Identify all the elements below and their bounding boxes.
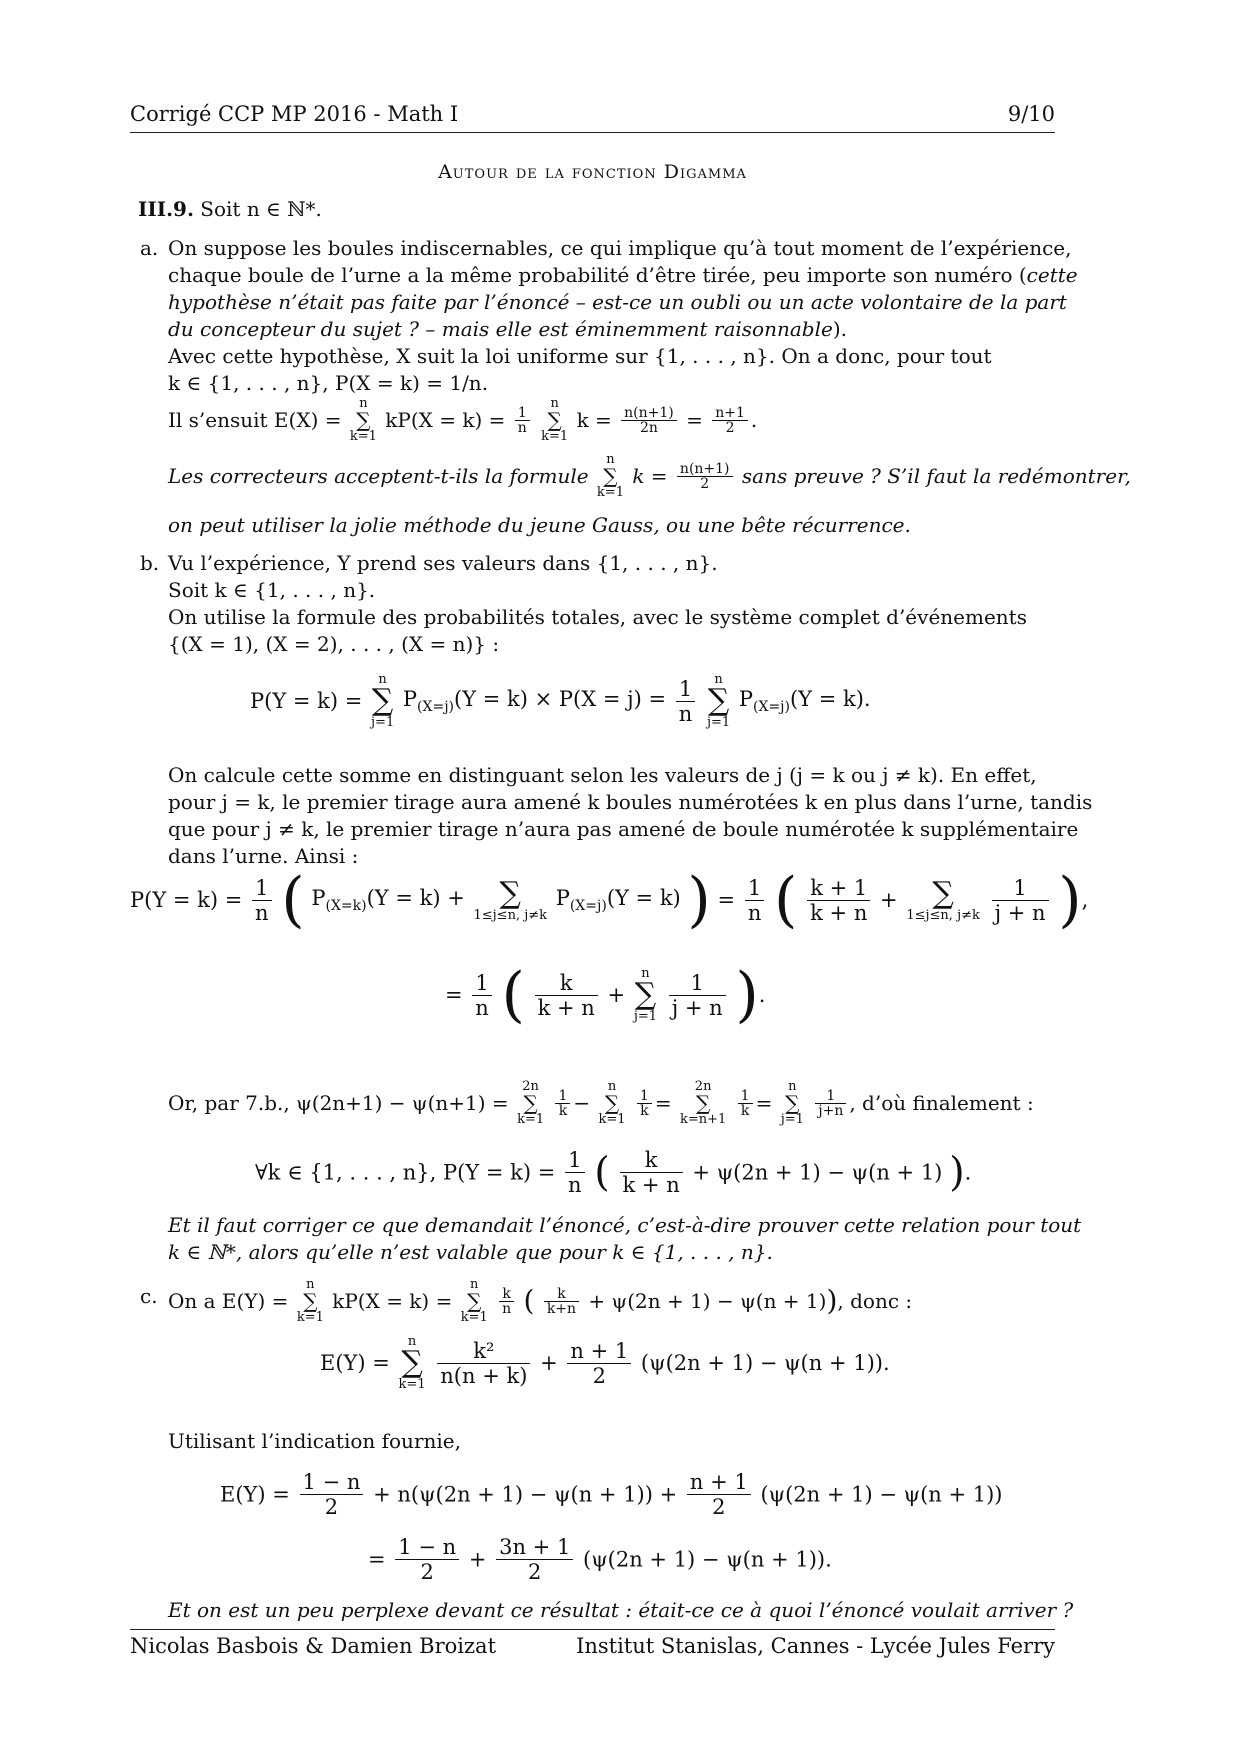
c-equation-1: E(Y) = n ∑ k=1 $\frac{\text{k²}}{n(n + k)}$ + $\frac{n + 1}{2}$ (ψ(2n + 1) − ψ(n + 1)). xyxy=(320,1334,890,1392)
footer-institution: Institut Stanislas, Cannes - Lycée Jules Ferry xyxy=(576,1634,1055,1658)
b-line-1: Vu l’expérience, Y prend ses valeurs dans {1, . . . , n}. xyxy=(168,551,718,575)
b-equation-4: ∀k ∈ {1, . . . , n}, P(Y = k) = $\frac{1}{n}$ ( $\frac{k}{k + n}$ + ψ(2n + 1) − ψ(n + 1) ). xyxy=(255,1148,972,1197)
a-line-1: On suppose les boules indiscernables, ce qui implique qu’à tout moment de l’expérience, xyxy=(168,236,1072,260)
b-line-6: pour j = k, le premier tirage aura amené k boules numérotées k en plus dans l’urne, tandis xyxy=(168,790,1093,814)
a-line-8: Les correcteurs acceptent-t-ils la formule n ∑ k=1 k = $\frac{n(n+1)}{2}$ sans preuve ? S’il faut la redémontrer, xyxy=(168,452,1131,500)
b-line-8: dans l’urne. Ainsi : xyxy=(168,844,359,868)
c-equation-3: = $\frac{1 - n}{2}$ + $\frac{3n + 1}{2}$ (ψ(2n + 1) − ψ(n + 1)). xyxy=(368,1535,832,1584)
b-line-5: On calcule cette somme en distinguant selon les valeurs de j (j = k ou j ≠ k). En effet, xyxy=(168,763,1037,787)
part-b-label: b. xyxy=(140,551,160,575)
b-equation-1: P(Y = k) = n ∑ j=1 $P_{(X=j)}(Y = k) \times P(X = j)$ = $\frac{1}{n}$ n ∑ j=1 $P_{(X=j)}(Y = k)$. xyxy=(250,672,871,730)
page xyxy=(130,0,1131,1754)
part-a-label: a. xyxy=(140,236,159,260)
c-line-3: Et on est un peu perplexe devant ce résultat : était-ce ce à quoi l’énoncé voulait arriver ? xyxy=(168,1598,1074,1622)
b-line-3: On utilise la formule des probabilités totales, avec le système complet d’événements xyxy=(168,605,1027,629)
a-line-5: Avec cette hypothèse, X suit la loi uniforme sur {1, . . . , n}. On a donc, pour tout xyxy=(168,344,992,368)
section-title: Autour de la fonction Digamma xyxy=(438,161,747,183)
a-line-4: du concepteur du sujet ? – mais elle est éminemment raisonnable). xyxy=(168,317,847,341)
b-equation-3: = $\frac{1}{n}$ ( $\frac{k}{k + n}$ + n ∑ j=1 $\frac{1}{j + n}$ ). xyxy=(445,960,766,1030)
b-line-2: Soit k ∈ {1, . . . , n}. xyxy=(168,578,376,602)
b-line-11: k ∈ ℕ*, alors qu’elle n’est valable que pour k ∈ {1, . . . , n}. xyxy=(168,1240,773,1264)
sum-symbol: n ∑ k=1 xyxy=(349,396,377,444)
a-line-3: hypothèse n’était pas faite par l’énoncé – est-ce un oubli ou un acte volontaire de la part xyxy=(168,290,1067,314)
b-line-9: Or, par 7.b., ψ(2n+1) − ψ(n+1) = 2n ∑ k=1 $\frac{1}{k}$ − n ∑ k=1 $\frac{1}{k}$ = 2n ∑ k=n+1 $\frac{1}{k}$ = n ∑ j=1 $\frac{1}{j+n}$ , d’où finalement : xyxy=(168,1079,1034,1127)
question-text: Soit n ∈ ℕ*. xyxy=(193,197,322,221)
c-line-1: On a E(Y) = n ∑ k=1 kP(X = k) = n ∑ k=1 $\frac{k}{n}$ ( $\frac{k}{k+n}$ + ψ(2n + 1) − ψ(n + 1)), donc : xyxy=(168,1277,913,1325)
question-label: III.9. xyxy=(138,197,194,221)
header-left: Corrigé CCP MP 2016 - Math I xyxy=(130,102,459,126)
page-number: 9/10 xyxy=(1007,102,1055,126)
b-equation-2: P(Y = k) = $\frac{1}{n}$ ( $P_{(X=k)}(Y = k)$ + ∑ 1≤j≤n, j≠k $P_{(X=j)}(Y = k)$ ) = $\frac{1}{n}$ ( $\frac{k + 1}{k + n}$ + ∑ 1≤j≤n, j≠k $\frac{1}{j + n}$ ), xyxy=(130,865,1089,935)
question-intro xyxy=(138,196,322,223)
a-line-9: on peut utiliser la jolie méthode du jeune Gauss, ou une bête récurrence. xyxy=(168,513,911,537)
a-line-6: k ∈ {1, . . . , n}, P(X = k) = 1/n. xyxy=(168,371,489,395)
page-header xyxy=(130,100,1055,133)
a-line-2: chaque boule de l’urne a la même probabilité d’être tirée, peu importe son numéro (cette xyxy=(168,263,1078,287)
b-line-4: {(X = 1), (X = 2), . . . , (X = n)} : xyxy=(168,632,500,656)
b-line-7: que pour j ≠ k, le premier tirage n’aura pas amené de boule numérotée k supplémentaire xyxy=(168,817,1079,841)
c-line-2: Utilisant l’indication fournie, xyxy=(168,1429,461,1453)
c-equation-2: E(Y) = $\frac{1 - n}{2}$ + n(ψ(2n + 1) − ψ(n + 1)) + $\frac{n + 1}{2}$ (ψ(2n + 1) − ψ(n + 1)) xyxy=(220,1470,1003,1519)
part-c-label: c. xyxy=(140,1284,158,1308)
b-line-10: Et il faut corriger ce que demandait l’énoncé, c’est-à-dire prouver cette relation pour tout xyxy=(168,1213,1082,1237)
footer-authors: Nicolas Basbois & Damien Broizat xyxy=(130,1634,497,1658)
page-footer xyxy=(130,1629,1055,1658)
a-line-7: Il s’ensuit E(X) = n ∑ k=1 kP(X = k) = $\frac{1}{n}$ n ∑ k=1 k = $\frac{n(n+1)}{2n}$ = $\frac{n+1}{2}$ . xyxy=(168,396,758,444)
